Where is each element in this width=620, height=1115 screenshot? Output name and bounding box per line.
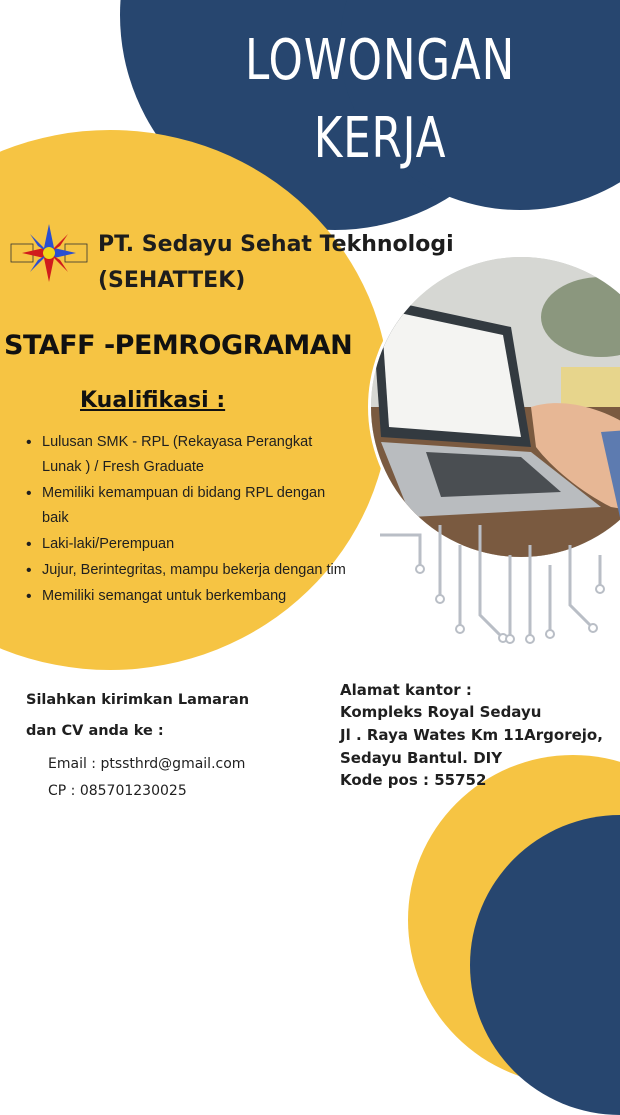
job-position-title: STAFF -PEMROGRAMAN xyxy=(4,330,353,361)
company-short-name: (SEHATTEK) xyxy=(98,268,246,293)
circuit-lines-icon xyxy=(380,525,620,675)
title-line-1: LOWONGAN xyxy=(244,28,516,93)
qualifications-list xyxy=(24,430,354,610)
address-line-2: Jl . Raya Wates Km 11Argorejo, xyxy=(340,726,603,744)
send-instruction-line-2: dan CV anda ke : xyxy=(26,723,164,739)
send-instruction-line-1: Silahkan kirimkan Lamaran xyxy=(26,692,250,708)
address-postal-code: Kode pos : 55752 xyxy=(340,771,487,789)
contact-email[interactable]: Email : ptssthrd@gmail.com xyxy=(48,756,246,772)
contact-phone[interactable]: CP : 085701230025 xyxy=(48,783,187,799)
title-line-2: KERJA xyxy=(313,106,447,171)
qualification-item: • Memiliki kemampuan di bidang RPL dengan baik xyxy=(24,481,354,531)
company-name: PT. Sedayu Sehat Tekhnologi xyxy=(98,232,454,257)
sehattek-star-logo-icon xyxy=(8,222,90,284)
qualification-item: • Lulusan SMK - RPL (Rekayasa Perangkat Lunak ) / Fresh Graduate xyxy=(24,430,354,480)
address-line-3: Sedayu Bantul. DIY xyxy=(340,749,503,767)
laptop-photo-icon xyxy=(368,254,620,560)
qualification-item: • Laki-laki/Perempuan xyxy=(24,532,354,557)
address-line-1: Kompleks Royal Sedayu xyxy=(340,703,542,721)
qualification-item: • Memiliki semangat untuk berkembang xyxy=(24,584,354,609)
address-label: Alamat kantor : xyxy=(340,681,472,699)
qualifications-heading: Kualifikasi : xyxy=(80,388,226,413)
qualification-item: • Jujur, Berintegritas, mampu bekerja dengan tim xyxy=(24,558,354,583)
